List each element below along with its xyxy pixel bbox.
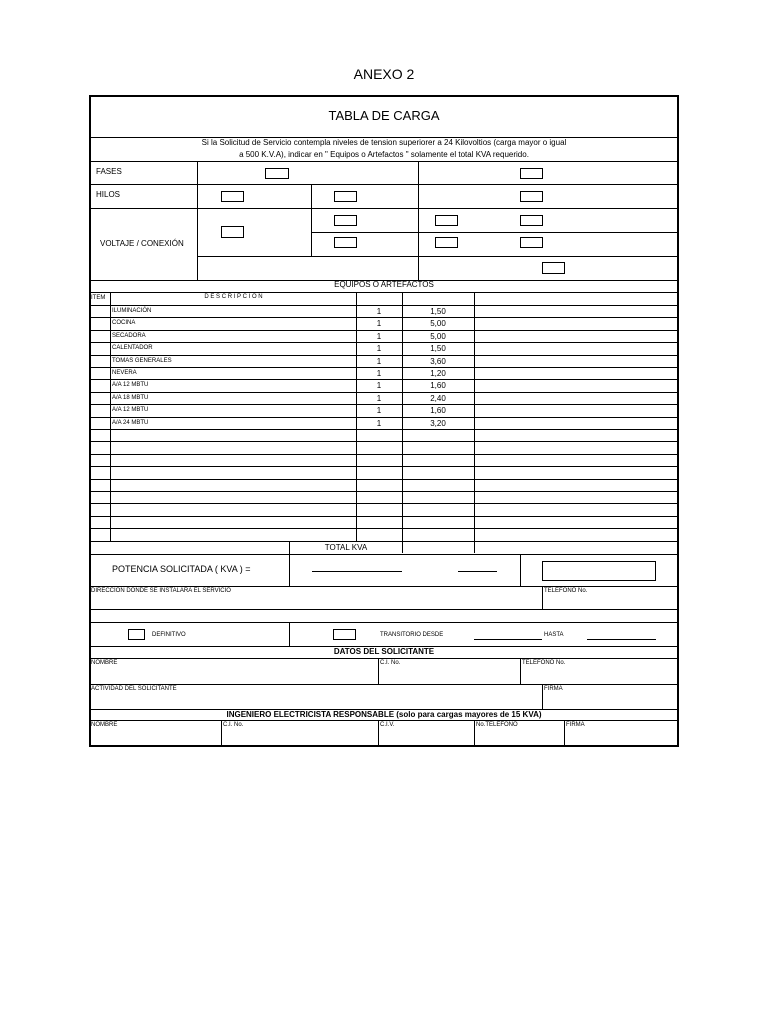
- equipment-desc: CALENTADOR: [112, 345, 153, 351]
- engineer-signature-label: FIRMA: [566, 722, 585, 728]
- voltaje-checkbox-6[interactable]: [435, 237, 458, 248]
- transitorio-checkbox[interactable]: [333, 629, 356, 640]
- applicant-ci-label: C.I. No.: [380, 660, 401, 666]
- equipment-desc: SECADORA: [112, 333, 146, 339]
- form-title: TABLA DE CARGA: [328, 108, 440, 123]
- equipment-desc: A/A 12 MBTU: [112, 407, 149, 413]
- equipment-section-title: EQUIPOS O ARTEFACTOS: [334, 280, 434, 289]
- address-phone-label: TELEFONO No.: [544, 588, 588, 594]
- transitorio-label: TRANSITORIO DESDE: [380, 632, 444, 638]
- applicant-name-label: NOMBRE: [91, 660, 118, 666]
- engineer-section-title: INGENIERO ELECTRICISTA RESPONSABLE (solo para cargas mayores de 15 KVA): [226, 710, 542, 719]
- equipment-desc: NEVERA: [112, 370, 137, 376]
- equipment-qty: 1: [376, 319, 382, 328]
- applicant-section-title: DATOS DEL SOLICITANTE: [333, 647, 435, 656]
- engineer-phone-label: No.TELEFONO: [476, 722, 518, 728]
- hilos-checkbox-2[interactable]: [334, 191, 357, 202]
- applicant-activity-label: ACTIVIDAD DEL SOLICITANTE: [91, 686, 177, 692]
- equipment-kva: 3,60: [430, 357, 446, 366]
- equipment-qty: 1: [376, 344, 382, 353]
- power-value-box[interactable]: [542, 561, 656, 581]
- equipment-desc: COCINA: [112, 320, 136, 326]
- total-kva-label: TOTAL KVA: [324, 543, 368, 552]
- col-item-header: ITEM: [91, 295, 106, 301]
- voltaje-checkbox-4[interactable]: [520, 215, 543, 226]
- equipment-qty: 1: [376, 369, 382, 378]
- hilos-checkbox-1[interactable]: [221, 191, 244, 202]
- fases-checkbox-1[interactable]: [265, 168, 289, 179]
- equipment-kva: 5,00: [430, 319, 446, 328]
- address-label: DIRECCION DONDE SE INSTALARA EL SERVICIO: [91, 588, 231, 594]
- fases-label: FASES: [96, 167, 122, 176]
- equipment-qty: 1: [376, 307, 382, 316]
- applicant-phone-label: TELEFONO No.: [522, 660, 566, 666]
- equipment-qty: 1: [376, 406, 382, 415]
- applicant-signature-label: FIRMA: [544, 686, 563, 692]
- voltaje-checkbox-2[interactable]: [334, 215, 357, 226]
- equipment-qty: 1: [376, 332, 382, 341]
- intro-line-1: Si la Solicitud de Servicio contempla niveles de tension superiorer a 24 Kilovoltios (carga mayor o igual: [201, 138, 567, 147]
- voltaje-checkbox-1[interactable]: [221, 226, 244, 238]
- equipment-kva: 1,60: [430, 406, 446, 415]
- engineer-ci-label: C.I. No.: [223, 722, 244, 728]
- equipment-kva: 1,20: [430, 369, 446, 378]
- equipment-desc: A/A 24 MBTU: [112, 420, 149, 426]
- equipment-qty: 1: [376, 394, 382, 403]
- equipment-qty: 1: [376, 381, 382, 390]
- engineer-name-label: NOMBRE: [91, 722, 118, 728]
- power-label: POTENCIA SOLICITADA ( KVA ) =: [112, 564, 251, 574]
- equipment-desc: A/A 18 MBTU: [112, 395, 149, 401]
- hilos-label: HILOS: [96, 190, 121, 199]
- equipment-qty: 1: [376, 419, 382, 428]
- engineer-civ-label: C.I.V.: [380, 722, 395, 728]
- equipment-desc: TOMAS GENERALES: [112, 358, 172, 364]
- intro-line-2: a 500 K.V.A), indicar en " Equipos o Artefactos " solamente el total KVA requerido.: [239, 150, 529, 159]
- equipment-kva: 1,50: [430, 307, 446, 316]
- equipment-desc: A/A 12 MBTU: [112, 382, 149, 388]
- voltaje-checkbox-3[interactable]: [435, 215, 458, 226]
- annex-title: ANEXO 2: [353, 66, 415, 82]
- equipment-desc: ILUMINACIÓN: [112, 308, 152, 314]
- voltaje-checkbox-5[interactable]: [334, 237, 357, 248]
- voltaje-label: VOLTAJE / CONEXIÓN: [100, 239, 184, 248]
- equipment-kva: 5,00: [430, 332, 446, 341]
- fases-checkbox-2[interactable]: [520, 168, 543, 179]
- equipment-kva: 2,40: [430, 394, 446, 403]
- equipment-kva: 1,60: [430, 381, 446, 390]
- equipment-kva: 1,50: [430, 344, 446, 353]
- voltaje-checkbox-7[interactable]: [520, 237, 543, 248]
- voltaje-checkbox-8[interactable]: [542, 262, 565, 274]
- equipment-kva: 3,20: [430, 419, 446, 428]
- definitivo-checkbox[interactable]: [128, 629, 145, 640]
- hasta-label: HASTA: [544, 632, 564, 638]
- col-desc-header: D E S C R I P C I O N: [204, 294, 263, 300]
- hilos-checkbox-3[interactable]: [520, 191, 543, 202]
- equipment-qty: 1: [376, 357, 382, 366]
- definitivo-label: DEFINITIVO: [152, 632, 186, 638]
